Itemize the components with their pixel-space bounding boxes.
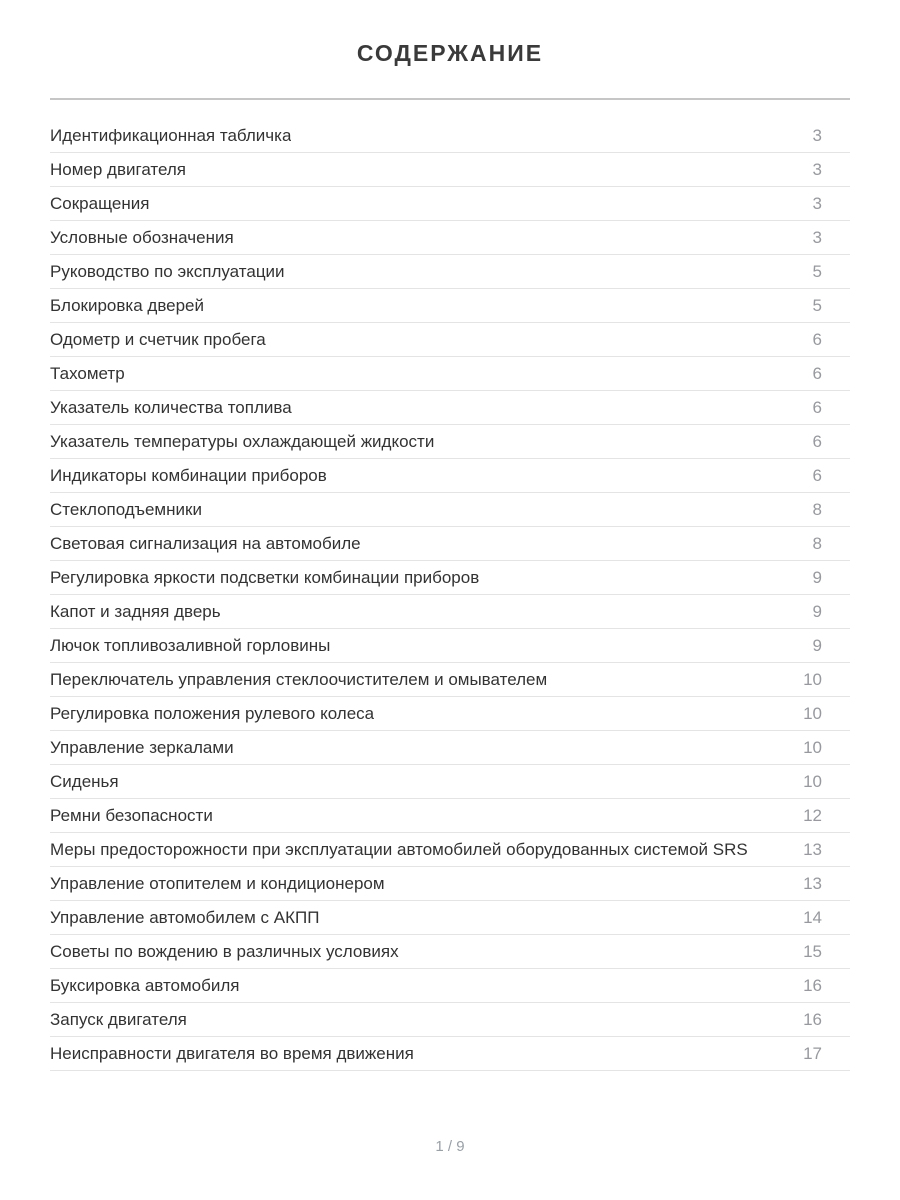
toc-item[interactable]: [50, 731, 850, 765]
toc-item[interactable]: [50, 255, 850, 289]
toc-item-label: Неисправности двигателя во время движения: [50, 1043, 414, 1063]
toc-list: [50, 119, 850, 1071]
toc-item[interactable]: [50, 595, 850, 629]
toc-item[interactable]: [50, 969, 850, 1003]
toc-item-label: Регулировка яркости подсветки комбинации приборов: [50, 567, 480, 587]
toc-item[interactable]: [50, 119, 850, 153]
toc-item-page: 3: [812, 193, 822, 213]
toc-item-label: Переключатель управления стеклоочистителем и омывателем: [50, 669, 548, 689]
toc-item-label: Меры предосторожности при эксплуатации автомобилей оборудованных системой SRS: [50, 839, 748, 859]
toc-item-label: Блокировка дверей: [50, 295, 205, 315]
toc-item-page: 6: [812, 329, 822, 349]
toc-item-page: 13: [803, 873, 822, 893]
toc-item[interactable]: [50, 765, 850, 799]
toc-item[interactable]: [50, 289, 850, 323]
toc-item-label: Руководство по эксплуатации: [50, 261, 285, 281]
toc-item-page: 13: [803, 839, 822, 859]
toc-item-page: 3: [812, 159, 822, 179]
page-title: СОДЕРЖАНИЕ: [356, 40, 544, 66]
toc-item[interactable]: [50, 459, 850, 493]
toc-item-label: Капот и задняя дверь: [50, 601, 221, 621]
toc-item[interactable]: [50, 867, 850, 901]
toc-item-page: 10: [803, 737, 822, 757]
toc-item[interactable]: [50, 391, 850, 425]
toc-item-page: 16: [803, 1009, 822, 1029]
toc-item-label: Идентификационная табличка: [50, 125, 292, 145]
toc-item-page: 10: [803, 669, 822, 689]
toc-item-page: 17: [803, 1043, 822, 1063]
toc-item-label: Буксировка автомобиля: [50, 975, 240, 995]
toc-item-page: 6: [812, 363, 822, 383]
toc-item-label: Указатель количества топлива: [50, 397, 292, 417]
toc-item-page: 8: [812, 499, 822, 519]
toc-item-label: Регулировка положения рулевого колеса: [50, 703, 375, 723]
toc-item-label: Указатель температуры охлаждающей жидкости: [50, 431, 435, 451]
toc-item[interactable]: [50, 901, 850, 935]
toc-item[interactable]: [50, 153, 850, 187]
toc-item-page: 16: [803, 975, 822, 995]
toc-item-page: 15: [803, 941, 822, 961]
toc-item[interactable]: [50, 323, 850, 357]
toc-item[interactable]: [50, 833, 850, 867]
toc-item-label: Запуск двигателя: [50, 1009, 187, 1029]
toc-item-label: Лючок топливозаливной горловины: [50, 635, 331, 655]
toc-item[interactable]: [50, 629, 850, 663]
toc-item[interactable]: [50, 425, 850, 459]
toc-item-label: Управление автомобилем с АКПП: [50, 907, 320, 927]
toc-item-label: Стеклоподъемники: [50, 499, 202, 519]
toc-item[interactable]: [50, 663, 850, 697]
toc-item-page: 9: [812, 601, 822, 621]
page-indicator: 1 / 9: [435, 1138, 465, 1155]
toc-item-label: Условные обозначения: [50, 227, 234, 247]
toc-item[interactable]: [50, 935, 850, 969]
toc-item-page: 5: [812, 261, 822, 281]
toc-item-page: 10: [803, 703, 822, 723]
toc-item-page: 8: [812, 533, 822, 553]
toc-item-label: Тахометр: [50, 363, 125, 383]
toc-item-page: 3: [812, 227, 822, 247]
toc-item-label: Сиденья: [50, 771, 119, 791]
toc-item-label: Советы по вождению в различных условиях: [50, 941, 399, 961]
toc-item-label: Одометр и счетчик пробега: [50, 329, 266, 349]
toc-item-label: Световая сигнализация на автомобиле: [50, 533, 361, 553]
toc-item[interactable]: [50, 493, 850, 527]
toc-item[interactable]: [50, 1003, 850, 1037]
toc-item-label: Ремни безопасности: [50, 805, 213, 825]
toc-item[interactable]: [50, 799, 850, 833]
toc-item-page: 10: [803, 771, 822, 791]
toc-item-label: Номер двигателя: [50, 159, 187, 179]
title-divider: [50, 98, 850, 100]
toc-item-label: Управление отопителем и кондиционером: [50, 873, 385, 893]
toc-item-page: 14: [803, 907, 822, 927]
toc-item-page: 3: [812, 125, 822, 145]
toc-item[interactable]: [50, 357, 850, 391]
toc-item[interactable]: [50, 221, 850, 255]
toc-item[interactable]: [50, 561, 850, 595]
toc-item[interactable]: [50, 527, 850, 561]
toc-item-page: 12: [803, 805, 822, 825]
toc-item-page: 6: [812, 431, 822, 451]
toc-item-label: Сокращения: [50, 193, 150, 213]
toc-item[interactable]: [50, 1037, 850, 1071]
toc-item-page: 9: [812, 635, 822, 655]
toc-item-page: 6: [812, 465, 822, 485]
toc-item-page: 5: [812, 295, 822, 315]
toc-item-page: 6: [812, 397, 822, 417]
toc-item-label: Индикаторы комбинации приборов: [50, 465, 327, 485]
toc-item-page: 9: [812, 567, 822, 587]
toc-item[interactable]: [50, 697, 850, 731]
toc-item[interactable]: [50, 187, 850, 221]
toc-item-label: Управление зеркалами: [50, 737, 234, 757]
